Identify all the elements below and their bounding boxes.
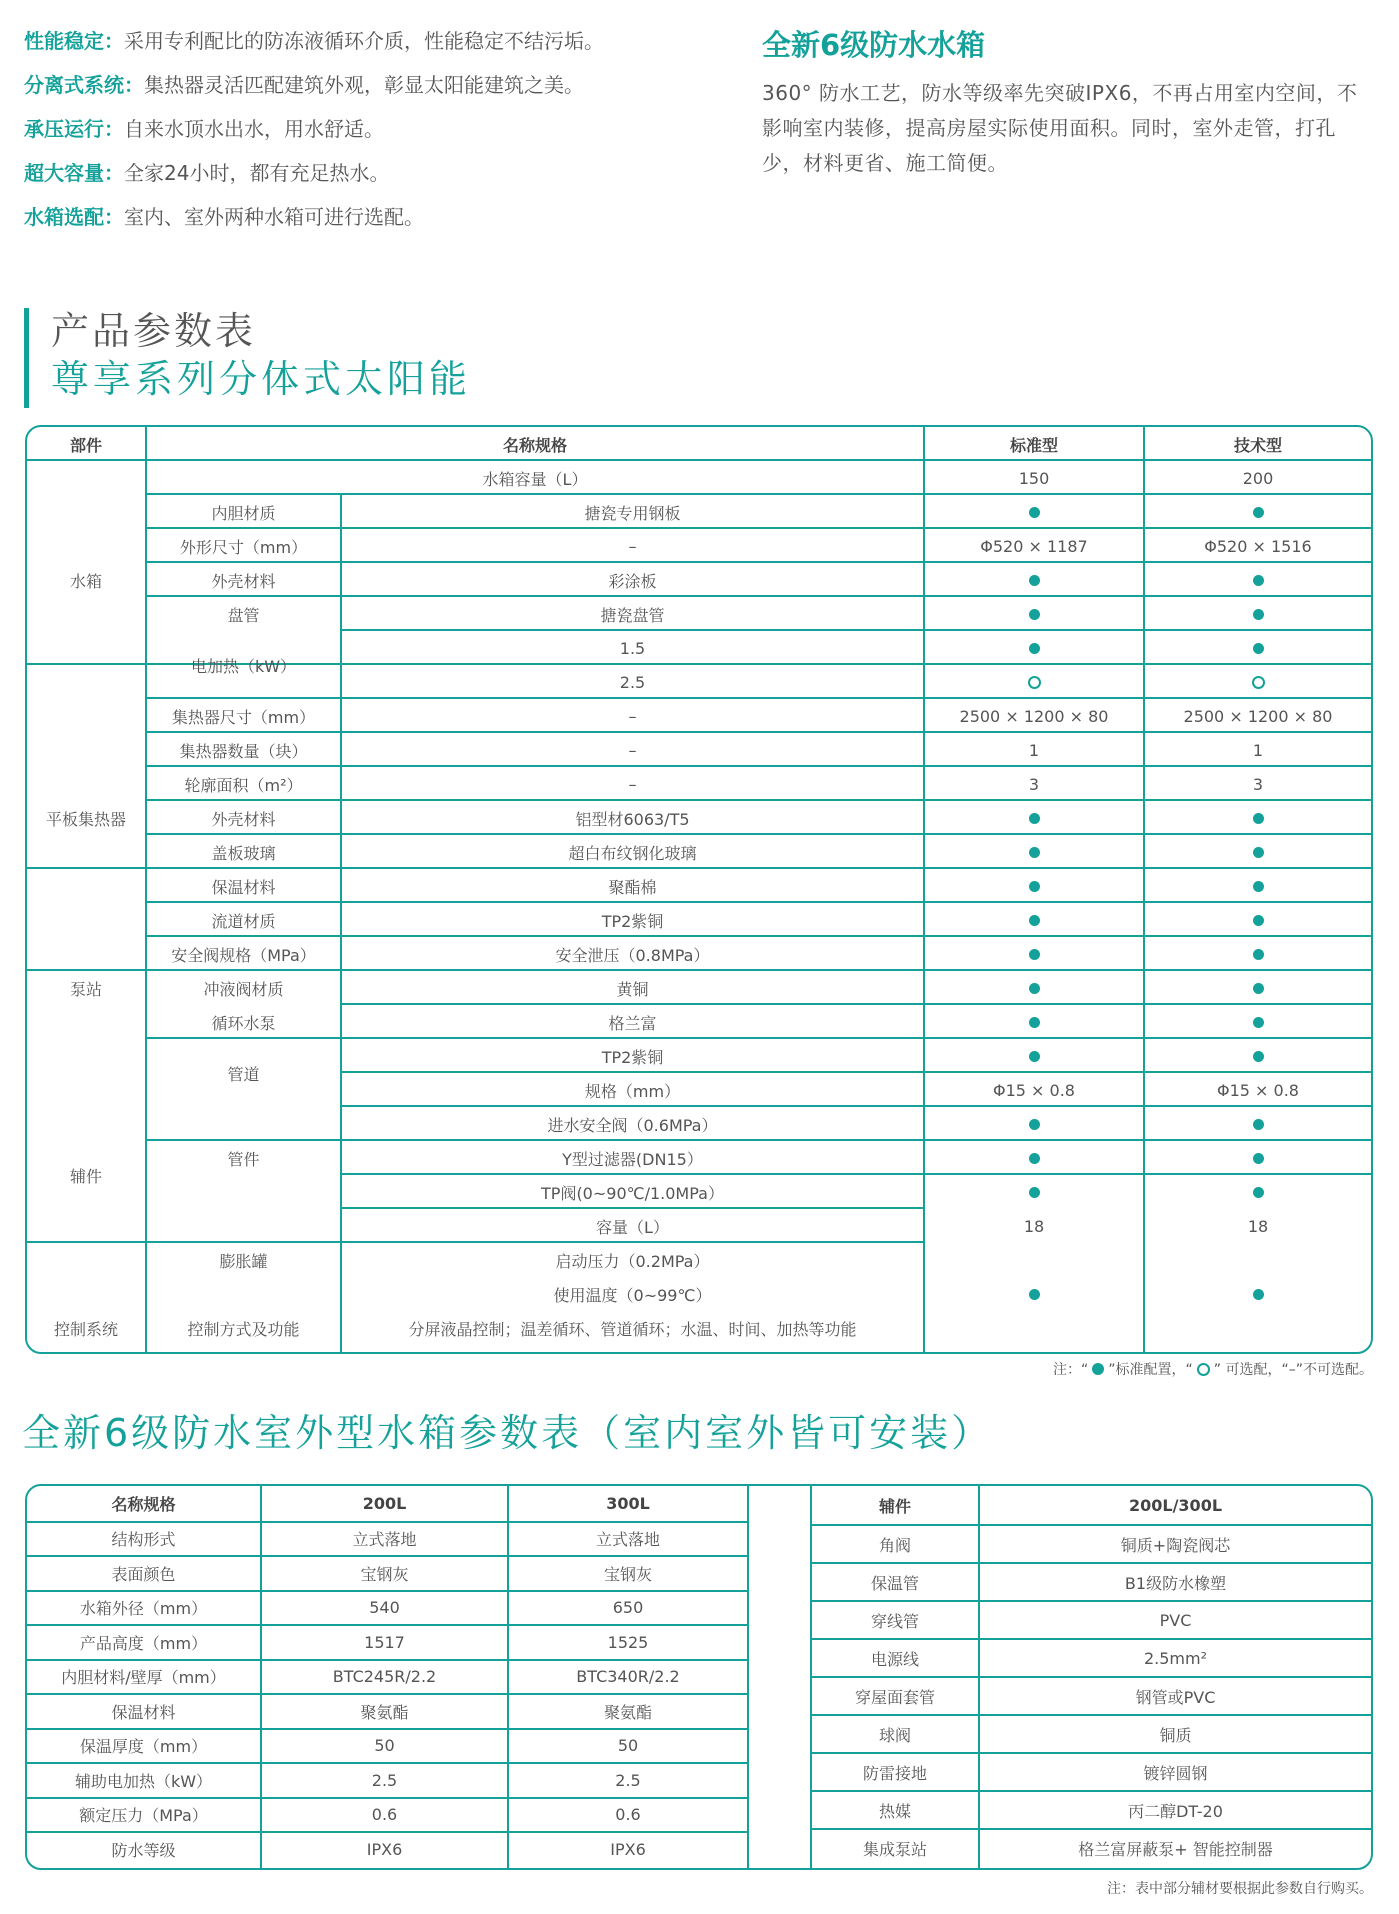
standard-dot-icon (1029, 949, 1040, 960)
standard-dot-icon (1253, 915, 1264, 926)
standard-dot-icon (1253, 949, 1264, 960)
table2-cell: 保温材料 (111, 1702, 176, 1722)
standard-dot-icon (1029, 1119, 1040, 1130)
table-cell: Y型过滤器(DN15） (562, 1149, 703, 1169)
standard-dot-icon (1253, 1187, 1264, 1198)
table-cell: 外壳材料 (211, 809, 276, 829)
header-spec: 名称规格 (502, 435, 567, 455)
table-cell: 聚酯棉 (608, 877, 657, 897)
standard-dot-icon (1253, 1153, 1264, 1164)
table-cell (925, 869, 1143, 903)
table3-cell: 热媒 (878, 1801, 911, 1821)
table-cell: 电加热（kW） (190, 656, 297, 676)
table-cell: Φ15 × 0.8 (993, 1080, 1075, 1100)
section-title: 产品参数表 (51, 309, 257, 353)
standard-dot-icon (1253, 847, 1264, 858)
table3-cell: 2.5mm² (1143, 1648, 1208, 1668)
table-cell: 黄铜 (616, 979, 649, 999)
table3-cell: 角阀 (878, 1535, 911, 1555)
table2-cell: IPX6 (366, 1839, 403, 1859)
group-label: 泵站 (69, 979, 102, 999)
table2-cell: 650 (612, 1598, 644, 1618)
table2-cell: 立式落地 (352, 1530, 417, 1550)
promo-block (762, 28, 1372, 181)
feature-item: 承压运行：自来水顶水出水，用水舒适。 (24, 117, 384, 141)
feature-item: 分离式系统：集热器灵活匹配建筑外观，彰显太阳能建筑之美。 (24, 73, 584, 97)
table-cell: 1 (1028, 740, 1040, 760)
table-cell (925, 903, 1143, 937)
table-cell (925, 1039, 1143, 1073)
table-cell (925, 563, 1143, 597)
table-cell: 盖板玻璃 (211, 843, 276, 863)
table-cell (925, 971, 1143, 1005)
table-cell: – (628, 706, 637, 726)
table2-cell: 2.5 (615, 1770, 641, 1790)
standard-dot-icon (1253, 983, 1264, 994)
table2-header: 名称规格 (111, 1494, 176, 1514)
table-cell (1145, 801, 1371, 835)
table-cell (1145, 1175, 1371, 1209)
table2-cell: 辅助电加热（kW） (74, 1771, 213, 1791)
standard-dot-icon (1092, 1363, 1104, 1375)
table-cell (925, 665, 1143, 699)
standard-dot-icon (1253, 1051, 1264, 1062)
standard-dot-icon (1253, 881, 1264, 892)
table-cell (925, 801, 1143, 835)
table-cell: 1 (1252, 740, 1264, 760)
table-cell: 18 (1023, 1216, 1045, 1236)
table-cell: 搪瓷盘管 (600, 605, 665, 625)
table-cell: 内胆材质 (211, 503, 276, 523)
table3-cell: 保温管 (870, 1573, 919, 1593)
standard-dot-icon (1253, 1119, 1264, 1130)
table2-cell: 产品高度（mm） (79, 1633, 208, 1653)
table-cell: 超白布纹钢化玻璃 (568, 843, 697, 863)
table-cell: – (628, 740, 637, 760)
feature-item: 超大容量：全家24小时，都有充足热水。 (24, 161, 390, 185)
standard-dot-icon (1029, 507, 1040, 518)
table3-cell: 丙二醇DT-20 (1128, 1801, 1223, 1821)
table2-cell: 保温厚度（mm） (79, 1737, 208, 1757)
table2-cell: 内胆材料/壁厚（mm） (61, 1668, 226, 1688)
standard-dot-icon (1029, 1289, 1040, 1300)
table2-cell: 聚氨酯 (360, 1702, 409, 1722)
table2-cell: 结构形式 (111, 1530, 176, 1550)
table-cell: 使用温度（0~99℃） (553, 1285, 712, 1305)
standard-dot-icon (1253, 609, 1264, 620)
table-cell: 2.5 (619, 672, 646, 692)
table-cell: 铝型材6063/T5 (575, 809, 690, 829)
table-cell: 2500 × 1200 × 80 (959, 706, 1109, 726)
standard-dot-icon (1029, 983, 1040, 994)
standard-dot-icon (1253, 1289, 1264, 1300)
standard-dot-icon (1029, 1017, 1040, 1028)
table3-cell: 穿线管 (870, 1611, 919, 1631)
group-label: 辅件 (69, 1166, 102, 1186)
standard-dot-icon (1029, 1051, 1040, 1062)
standard-dot-icon (1029, 813, 1040, 824)
table-cell (1145, 495, 1371, 529)
standard-dot-icon (1029, 1153, 1040, 1164)
table2-cell: 0.6 (371, 1805, 398, 1825)
group-label: 平板集热器 (45, 809, 126, 829)
table-cell: TP2紫铜 (601, 1047, 664, 1067)
table2-cell: 50 (617, 1736, 639, 1756)
table2-cell: 立式落地 (595, 1530, 660, 1550)
table3-cell: 铜质 (1159, 1725, 1192, 1745)
table-cell: TP2紫铜 (601, 911, 664, 931)
table-cell: 管道 (227, 1064, 260, 1084)
table-cell: – (628, 536, 637, 556)
table-cell (1145, 971, 1371, 1005)
table-cell: 3 (1252, 774, 1264, 794)
table-cell: 外壳材料 (211, 571, 276, 591)
table2-cell: BTC340R/2.2 (576, 1667, 680, 1687)
table-cell (1145, 597, 1371, 631)
table-cell: 进水安全阀（0.6MPa） (547, 1115, 718, 1135)
table-cell: 启动压力（0.2MPa） (555, 1251, 710, 1271)
table2-cell: IPX6 (610, 1839, 646, 1859)
table-cell (925, 495, 1143, 529)
table-cell (925, 937, 1143, 971)
table-cell: 规格（mm） (584, 1081, 681, 1101)
table-cell (925, 1175, 1143, 1209)
feature-item: 性能稳定：采用专利配比的防冻液循环介质，性能稳定不结污垢。 (24, 29, 604, 53)
section-heading (24, 308, 471, 408)
table-cell: 水箱容量（L） (482, 469, 588, 489)
table-cell (1145, 1243, 1371, 1345)
table2-cell: 2.5 (371, 1770, 398, 1790)
table-cell: 集热器数量（块） (179, 741, 308, 761)
table2-cell: 540 (369, 1598, 400, 1618)
table2-cell: 宝钢灰 (360, 1564, 409, 1584)
standard-dot-icon (1029, 609, 1040, 620)
table2-cell: 50 (374, 1736, 395, 1756)
table-cell (925, 1243, 1143, 1345)
table-cell (925, 1107, 1143, 1141)
table-cell: 盘管 (227, 605, 260, 625)
table-cell: 轮廓面积（m²） (184, 775, 303, 795)
header-part: 部件 (69, 435, 102, 455)
standard-dot-icon (1029, 847, 1040, 858)
table-cell: 冲液阀材质 (203, 979, 284, 999)
table-cell (925, 631, 1143, 665)
table2-cell: BTC245R/2.2 (332, 1667, 437, 1687)
table3-cell: 钢管或PVC (1135, 1687, 1216, 1707)
standard-dot-icon (1029, 575, 1040, 586)
table2-cell: 防水等级 (111, 1840, 176, 1860)
table2-cell: 水箱外径（mm） (79, 1599, 208, 1619)
table-cell (1145, 835, 1371, 869)
table2-cell: 额定压力（MPa） (79, 1806, 208, 1826)
table-cell: 流道材质 (211, 911, 276, 931)
standard-dot-icon (1029, 1187, 1040, 1198)
feature-item: 水箱选配：室内、室外两种水箱可进行选配。 (24, 205, 424, 229)
optional-ring-icon (1252, 676, 1265, 689)
outdoor-tank-tables (25, 1484, 1373, 1870)
table-cell: 格兰富 (608, 1013, 657, 1033)
spec-table (25, 425, 1373, 1354)
table-cell (1145, 869, 1371, 903)
standard-dot-icon (1253, 1017, 1264, 1028)
standard-dot-icon (1253, 575, 1264, 586)
table2-header: 300L (606, 1493, 650, 1513)
standard-dot-icon (1253, 643, 1264, 654)
table-cell: Φ520 × 1187 (980, 536, 1088, 556)
table-cell (1145, 563, 1371, 597)
table-cell: 2500 × 1200 × 80 (1183, 706, 1333, 726)
table3-cell: 镀锌圆钢 (1143, 1763, 1208, 1783)
table-cell: 18 (1247, 1216, 1269, 1236)
table-cell: 200 (1242, 468, 1274, 488)
promo-body: 360° 防水工艺，防水等级率先突破IPX6，不再占用室内空间，不影响室内装修，提高房屋实际使用面积。同时，室外走管，打孔少，材料更省、施工简便。 (762, 81, 1358, 175)
standard-dot-icon (1253, 813, 1264, 824)
table-cell (925, 835, 1143, 869)
table-cell: 彩涂板 (608, 571, 657, 591)
table-cell (1145, 903, 1371, 937)
table-cell: 管件 (227, 1149, 260, 1169)
table-cell: 150 (1018, 468, 1050, 488)
table-cell: 膨胀罐 (219, 1251, 268, 1271)
header-standard: 标准型 (1009, 435, 1058, 455)
table-cell: 容量（L） (596, 1217, 669, 1237)
table-cell: 控制方式及功能 (187, 1319, 300, 1339)
outdoor-tank-title: 全新6级防水室外型水箱参数表（室内室外皆可安装） (22, 1411, 993, 1455)
standard-dot-icon (1029, 915, 1040, 926)
table3-cell: B1级防水橡塑 (1124, 1573, 1227, 1593)
table3-cell: 集成泵站 (862, 1839, 927, 1859)
table-cell: 搪瓷专用钢板 (584, 503, 681, 523)
legend-note: 注：“ ”标准配置，“ ” 可选配，“–”不可选配。 (1053, 1362, 1373, 1378)
table2-cell: 1525 (607, 1632, 649, 1652)
standard-dot-icon (1029, 643, 1040, 654)
table3-cell: 电源线 (870, 1649, 919, 1669)
table2-cell: 聚氨酯 (603, 1702, 652, 1722)
table-cell (1145, 937, 1371, 971)
header-technical: 技术型 (1233, 435, 1282, 455)
table3-cell: 格兰富屏蔽泵+ 智能控制器 (1078, 1839, 1273, 1859)
table-cell (1145, 1141, 1371, 1175)
table-cell (1145, 1107, 1371, 1141)
promo-title: 全新6级防水水箱 (762, 28, 986, 62)
table-cell: – (628, 774, 637, 794)
table-cell (1145, 631, 1371, 665)
table-cell (925, 1005, 1143, 1039)
table3-cell: 铜质+陶瓷阀芯 (1120, 1535, 1231, 1555)
table-cell: 安全泄压（0.8MPa） (555, 945, 710, 965)
optional-ring-icon (1197, 1363, 1210, 1376)
table-cell (925, 1141, 1143, 1175)
optional-ring-icon (1028, 676, 1041, 689)
table-cell (1145, 665, 1371, 699)
table-cell (925, 597, 1143, 631)
standard-dot-icon (1029, 881, 1040, 892)
table-cell (1145, 1039, 1371, 1073)
table3-header: 200L/300L (1128, 1495, 1223, 1515)
table-cell: 分屏液晶控制；温差循环、管道循环；水温、时间、加热等功能 (408, 1319, 857, 1339)
table-cell: Φ15 × 0.8 (1217, 1080, 1299, 1100)
table2-header: 200L (362, 1493, 407, 1513)
table3-cell: 防雷接地 (862, 1763, 927, 1783)
table-cell: 外形尺寸（mm） (179, 537, 308, 557)
table-cell: 集热器尺寸（mm） (171, 707, 316, 727)
table-cell: 3 (1028, 774, 1040, 794)
table2-cell: 0.6 (615, 1805, 641, 1825)
table3-cell: PVC (1159, 1610, 1192, 1630)
table3-cell: 球阀 (878, 1725, 911, 1745)
feature-list (24, 30, 744, 250)
table-cell: 保温材料 (211, 877, 276, 897)
table-cell: TP阀(0~90℃/1.0MPa） (541, 1183, 724, 1203)
table-cell: Φ520 × 1516 (1204, 536, 1312, 556)
table2-cell: 1517 (364, 1632, 405, 1652)
standard-dot-icon (1253, 507, 1264, 518)
section-subtitle: 尊享系列分体式太阳能 (51, 357, 472, 401)
table-cell: 1.5 (619, 638, 646, 658)
table2-cell: 表面颜色 (111, 1564, 176, 1584)
group-label: 控制系统 (53, 1319, 118, 1339)
group-label: 水箱 (69, 571, 102, 591)
table-cell (1145, 1005, 1371, 1039)
table-cell: 安全阀规格（MPa） (171, 945, 316, 965)
table3-header: 辅件 (878, 1496, 911, 1516)
table2-cell: 宝钢灰 (603, 1564, 652, 1584)
accessories-note: 注：表中部分辅材要根据此参数自行购买。 (1107, 1881, 1373, 1897)
table3-cell: 穿屋面套管 (854, 1687, 935, 1707)
table-cell: 循环水泵 (211, 1013, 276, 1033)
